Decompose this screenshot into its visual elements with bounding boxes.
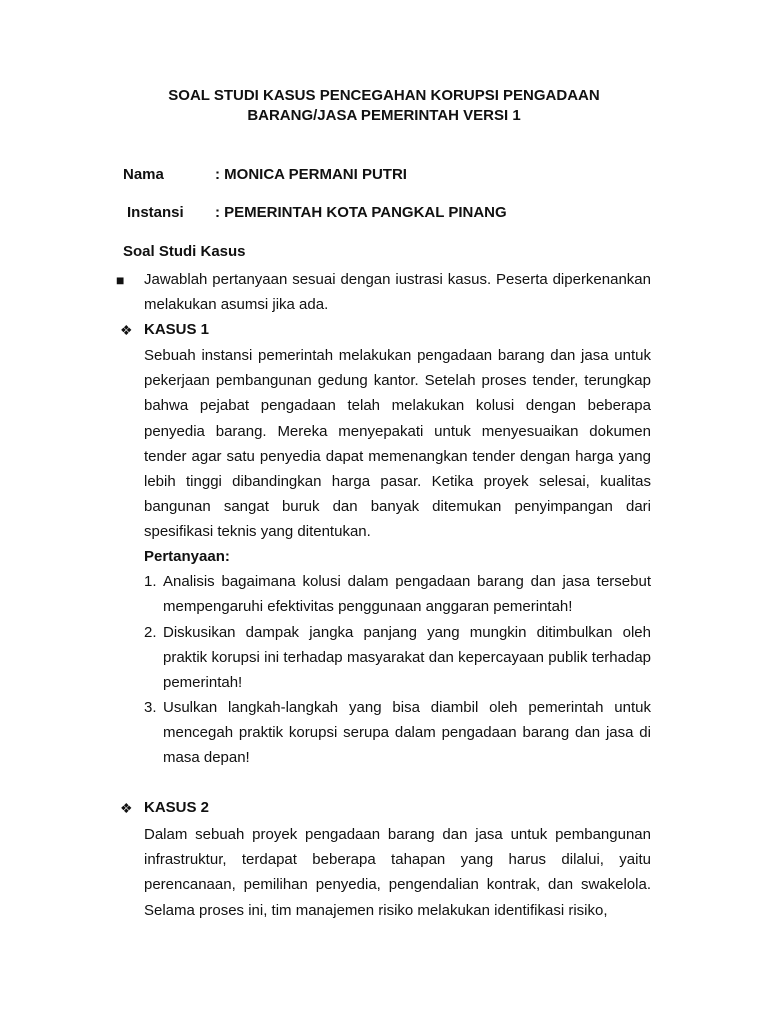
case2-body: Dalam sebuah proyek pengadaan barang dan jasa untuk pembangunan infrastruktur, terdapat beberapa tahapan yang harus dilalui, yaitu perencanaan, pemilihan penyedia, pengendalian kontrak, dan swakelola. Selama proses ini, tim manajemen risiko melakukan identifikasi risiko, xyxy=(144,826,651,919)
case1-questions-label: Pertanyaan: xyxy=(144,548,230,565)
case2-heading: KASUS 2 xyxy=(144,799,210,816)
question-text: Usulkan langkah-langkah yang bisa diambil oleh pemerintah untuk mencegah praktik korupsi serupa dalam pengadaan barang dan jasa di masa depan! xyxy=(163,699,651,767)
question-number: 2. xyxy=(144,624,157,641)
question-number: 3. xyxy=(144,699,157,716)
square-bullet-icon: ■ xyxy=(116,272,125,288)
document-title xyxy=(0,86,768,126)
name-label: Nama xyxy=(123,166,164,183)
question-number: 1. xyxy=(144,573,157,590)
agency-value: : PEMERINTAH KOTA PANGKAL PINANG xyxy=(215,204,507,221)
name-value: : MONICA PERMANI PUTRI xyxy=(215,166,407,183)
agency-label: Instansi xyxy=(127,204,184,221)
diamond-bullet-icon: ❖ xyxy=(120,322,133,338)
diamond-bullet-icon: ❖ xyxy=(120,800,133,816)
section-heading: Soal Studi Kasus xyxy=(123,243,246,260)
case1-heading: KASUS 1 xyxy=(144,321,210,338)
title-line-2: BARANG/JASA PEMERINTAH VERSI 1 xyxy=(247,107,521,124)
case1-body: Sebuah instansi pemerintah melakukan pengadaan barang dan jasa untuk pekerjaan pembangunan gedung kantor. Setelah proses tender, terungkap bahwa pejabat pengadaan telah melakukan kolusi dengan beberapa penyedia barang. Mereka menyepakati untuk menyesuaikan dokumen tender agar satu penyedia dapat memenangkan tender dengan harga yang lebih tinggi dibandingkan harga pasar. Ketika proyek selesai, kualitas bangunan sangat buruk dan banyak ditemukan penyimpangan dari spesifikasi teknis yang ditentukan. xyxy=(144,347,651,541)
question-text: Analisis bagaimana kolusi dalam pengadaan barang dan jasa tersebut mempengaruhi efektivitas penggunaan anggaran pemerintah! xyxy=(163,573,651,616)
instruction-text: Jawablah pertanyaan sesuai dengan iustrasi kasus. Peserta diperkenankan melakukan asumsi jika ada. xyxy=(144,271,651,314)
question-text: Diskusikan dampak jangka panjang yang mungkin ditimbulkan oleh praktik korupsi ini terhadap masyarakat dan kepercayaan publik terhadap pemerintah! xyxy=(163,624,651,692)
title-line-1: SOAL STUDI KASUS PENCEGAHAN KORUPSI PENGADAAN xyxy=(168,87,600,104)
